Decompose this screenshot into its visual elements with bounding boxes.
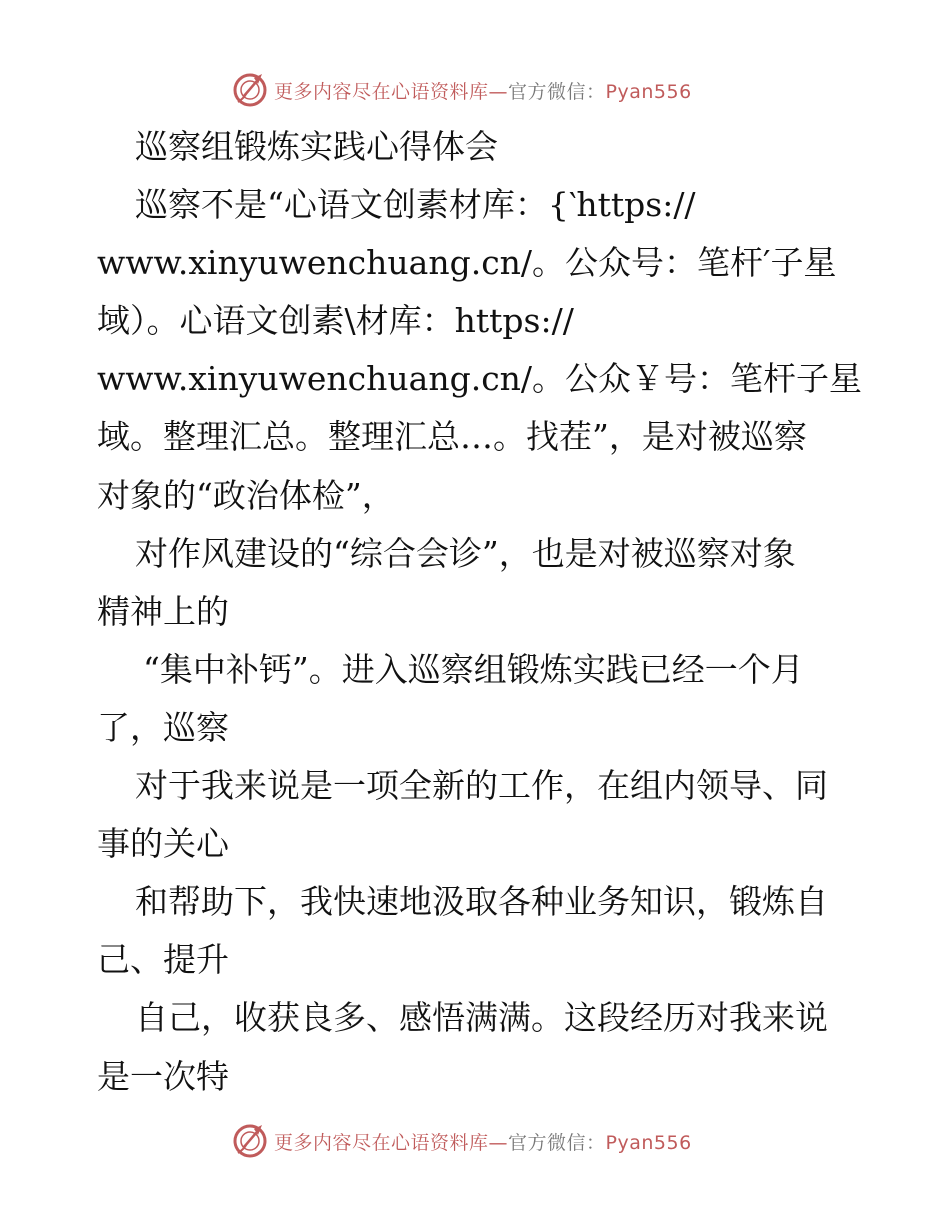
banner-site-text: 更多内容尽在心语资料库— [274, 1131, 509, 1154]
banner-handle: Pyan556 [605, 80, 692, 103]
text-line: 了，巡察 [97, 707, 229, 747]
quill-pen-logo-icon [232, 72, 268, 108]
text-line: 和帮助下，我快速地汲取各种业务知识，锻炼自 [135, 882, 828, 922]
text-line: 己、提升 [97, 940, 229, 980]
text-line: 自己，收获良多、感悟满满。这段经历对我来说 [135, 998, 828, 1038]
banner-handle: Pyan556 [605, 1131, 692, 1154]
text-line: 巡察不是“心语文创素材库：{‵https:// [135, 185, 696, 225]
text-line: “集中补钙”。进入巡察组锻炼实践已经一个月 [143, 649, 804, 689]
header-banner [232, 70, 692, 110]
text-line: www.xinyuwenchuang.cn/。公众￥号：笔杆子星 [97, 359, 863, 399]
document-body [97, 118, 867, 1106]
text-line: 对于我来说是一项全新的工作，在组内领导、同 [135, 766, 828, 806]
text-line: 域）。心语文创素\材库：https:// [97, 301, 574, 341]
banner-site-text: 更多内容尽在心语资料库— [274, 80, 509, 103]
text-line: 域。整理汇总。整理汇总…。找茬”，是对被巡察 [97, 417, 807, 457]
text-line: 是一次特 [97, 1056, 229, 1096]
footer-banner [232, 1121, 692, 1161]
quill-pen-logo-icon [232, 1123, 268, 1159]
text-line: 对象的“政治体检”， [97, 475, 395, 515]
text-line: 事的关心 [97, 824, 229, 864]
banner-text [274, 77, 692, 104]
text-line: www.xinyuwenchuang.cn/。公众号：笔杆′子星 [97, 243, 837, 283]
text-line: 精神上的 [97, 591, 229, 631]
document-title: 巡察组锻炼实践心得体会 [135, 127, 498, 166]
banner-text [274, 1128, 692, 1155]
text-line: 对作风建设的“综合会诊”，也是对被巡察对象 [135, 533, 796, 573]
banner-wechat-label: 官方微信： [508, 1131, 606, 1154]
banner-wechat-label: 官方微信： [508, 80, 606, 103]
